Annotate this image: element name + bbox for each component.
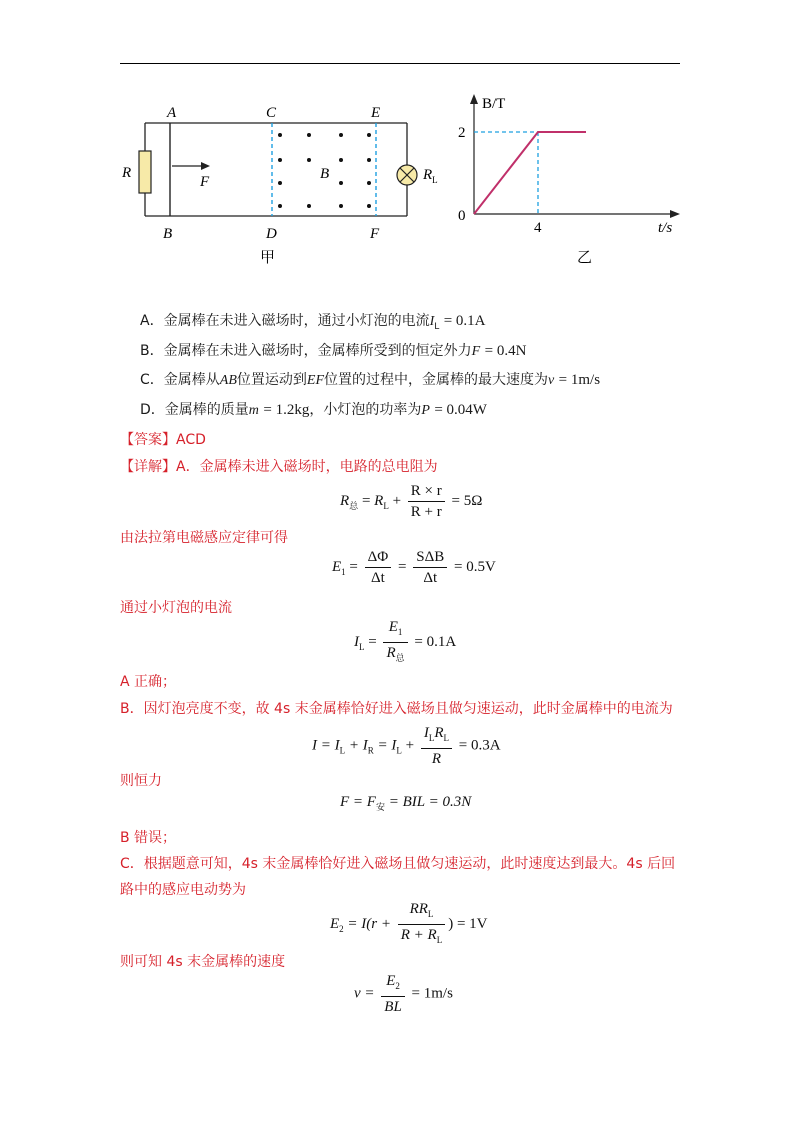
solution-faraday: 由法拉第电磁感应定律可得 (120, 530, 288, 546)
equation-speed: v = $\frac{E_2}{BL}$ = 1m/s (354, 973, 453, 1015)
x-axis-arrow (670, 210, 680, 218)
label-field: B (320, 166, 330, 182)
x-axis-label: t/s (658, 220, 673, 236)
label-E: E (371, 105, 381, 121)
series-line (474, 132, 586, 214)
solution-b-text: B．因灯泡亮度不变，故 4s 末金属棒恰好进入磁场且做匀速运动，此时金属棒中的电流为 (120, 701, 673, 717)
label-R: R (122, 165, 132, 181)
solution-current-line: 通过小灯泡的电流 (120, 600, 232, 616)
circuit-diagram (110, 90, 438, 270)
solution-c-text1: C．根据题意可知，4s 末金属棒恰好进入磁场且做匀速运动，此时速度达到最大。4s 后回 (120, 856, 676, 872)
origin-label: 0 (458, 208, 466, 224)
y-axis-arrow (470, 94, 478, 104)
caption-jia: 甲 (260, 250, 276, 266)
equation-emf2: $E_2 = I(r$ + $\frac{RR_L}{R + R_L}$ ) = 1V (330, 901, 488, 945)
solution-b-wrong: B 错误； (120, 830, 177, 846)
solution-b-force: 则恒力 (120, 773, 162, 789)
x-tick-label: 4 (534, 220, 542, 236)
label-force: F (200, 174, 210, 190)
option-c: C．金属棒从AB位置运动到EF位置的过程中，金属棒的最大速度为v = 1m/s (140, 372, 601, 388)
resistor-R (139, 151, 151, 193)
solution-intro: 【详解】A．金属棒未进入磁场时，电路的总电阻为 (120, 459, 438, 475)
label-C: C (266, 105, 277, 121)
answer-line: 【答案】ACD (120, 432, 206, 448)
option-b: B．金属棒在未进入磁场时，金属棒所受到的恒定外力F = 0.4N (140, 343, 527, 359)
label-F-point: F (370, 226, 380, 242)
label-RL: $R_L$ (423, 167, 438, 185)
equation-lamp-current: $I_L$ = $\frac{E_1}{R_总}$ = 0.1A (354, 619, 457, 663)
solution-a-correct: A 正确； (120, 674, 177, 690)
equation-emf1: $E_1$ = $\frac{\Delta\Phi}{\Delta t}$ = $\frac{\text{SΔB}}{\Delta t}$ = 0.5V (332, 549, 496, 586)
equation-force: $F = F_安$ = BIL = 0.3N (340, 794, 472, 812)
equation-total-resistance: $R_总 = R_L$ + $\frac{R \times r}{R + r}$ = 5Ω (340, 483, 483, 520)
force-arrowhead (201, 162, 210, 170)
header-rule (120, 63, 680, 64)
caption-yi: 乙 (577, 250, 593, 266)
label-D: D (266, 226, 277, 242)
option-d: D．金属棒的质量m = 1.2kg，小灯泡的功率为P = 0.04W (140, 402, 487, 418)
label-A: A (167, 105, 177, 121)
bt-graph (440, 90, 690, 270)
y-tick-label: 2 (458, 125, 466, 141)
equation-rod-current: $I = I_L + I_R = I_L$ + $\frac{I_LR_L}{R}$ = 0.3A (312, 725, 501, 767)
option-a: A．金属棒在未进入磁场时，通过小灯泡的电流$I_L = 0.1A$ (140, 313, 486, 332)
y-axis-label: B/T (482, 96, 506, 112)
solution-c-speed: 则可知 4s 末金属棒的速度 (120, 954, 286, 970)
solution-c-text2: 路中的感应电动势为 (120, 882, 246, 898)
label-B: B (163, 226, 173, 242)
